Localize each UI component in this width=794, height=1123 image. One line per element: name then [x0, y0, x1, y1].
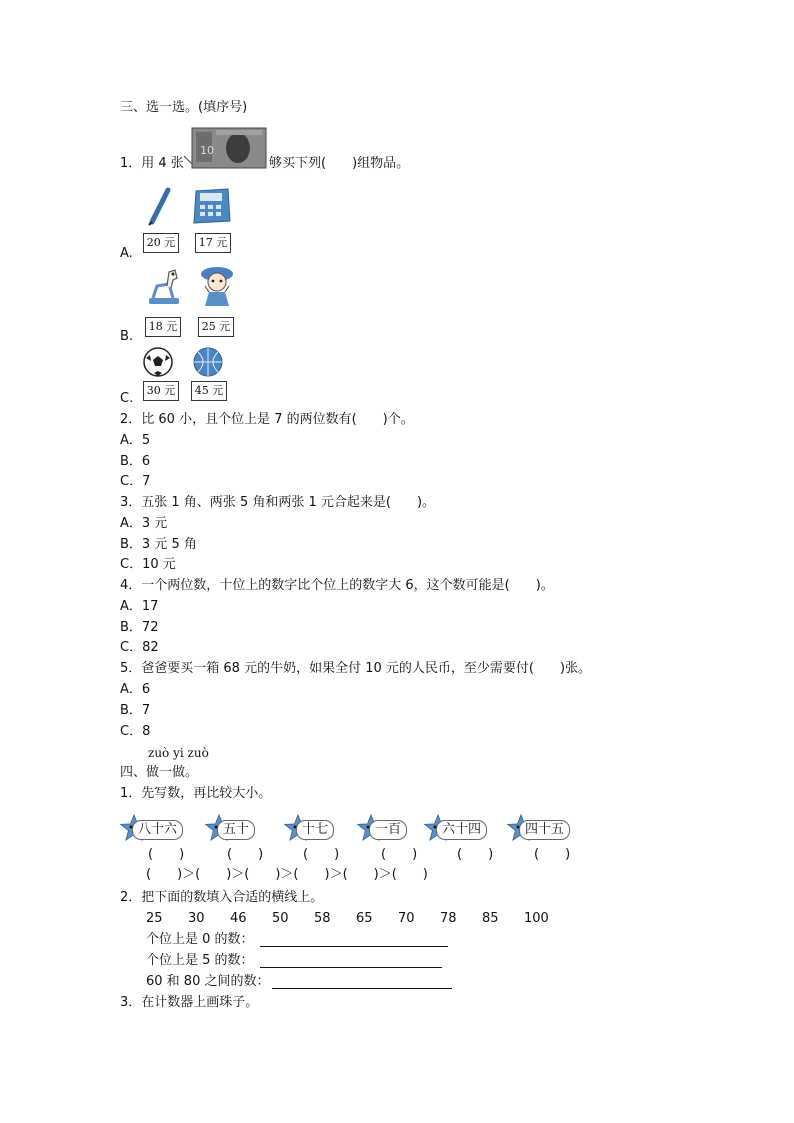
q3-option-c: C．10 元 — [120, 557, 176, 572]
basketball-icon — [192, 346, 224, 378]
option-c-price-1: 30 元 — [143, 381, 179, 401]
calculator-icon — [192, 187, 232, 225]
q1-option-c-letter: C. — [120, 391, 134, 406]
q1-option-a-letter: A. — [120, 246, 133, 261]
answer-blank[interactable]: ( ) — [381, 847, 418, 862]
answer-blank[interactable]: ( ) — [457, 847, 494, 862]
q1-stem-post: 够买下列( )组物品。 — [269, 156, 410, 171]
answer-blank[interactable]: ( ) — [227, 847, 264, 862]
answer-blank[interactable]: ( ) — [534, 847, 571, 862]
compare-sequence: ( )＞( )＞( )＞( )＞( )＞( ) — [146, 867, 428, 882]
star-card-label: 四十五 — [519, 820, 570, 840]
number-item: 46 — [230, 911, 247, 926]
q5-stem: 5．爸爸要买一箱 68 元的牛奶，如果全付 10 元的人民币，至少需要付( )张。 — [120, 661, 592, 676]
star-card-label: 五十 — [217, 820, 255, 840]
star-card — [424, 814, 504, 844]
q2-stem: 2．比 60 小，且个位上是 7 的两位数有( )个。 — [120, 412, 414, 427]
q2-option-c: C．7 — [120, 474, 151, 489]
star-card — [120, 814, 200, 844]
answer-line-1[interactable] — [260, 946, 448, 947]
s4-q2-stem: 2．把下面的数填入合适的横线上。 — [120, 890, 324, 905]
number-item: 85 — [482, 911, 499, 926]
banknote-10-yuan-icon — [182, 126, 268, 170]
star-card-label: 八十六 — [132, 820, 183, 840]
q4-option-c: C．82 — [120, 640, 159, 655]
q4-option-b: B．72 — [120, 620, 159, 635]
q5-option-b: B．7 — [120, 703, 151, 718]
q4-stem: 4．一个两位数，十位上的数字比个位上的数字大 6，这个数可能是( )。 — [120, 578, 554, 593]
q5-option-a: A．6 — [120, 682, 151, 697]
number-item: 50 — [272, 911, 289, 926]
fill-line-label-1: 个位上是 0 的数： — [146, 932, 254, 947]
q2-option-a: A．5 — [120, 433, 151, 448]
q5-option-c: C．8 — [120, 724, 151, 739]
toy-horse-icon — [143, 266, 183, 308]
q2-option-b: B．6 — [120, 454, 151, 469]
q3-option-a: A．3 元 — [120, 516, 168, 531]
answer-blank[interactable]: ( ) — [303, 847, 340, 862]
option-c-price-2: 45 元 — [191, 381, 227, 401]
number-item: 25 — [146, 911, 163, 926]
option-b-price-2: 25 元 — [198, 317, 234, 337]
number-list — [146, 911, 566, 927]
section-3-title: 三、选一选。(填序号) — [120, 100, 248, 115]
star-card-label: 十七 — [296, 820, 334, 840]
doll-icon — [197, 264, 237, 310]
star-card — [507, 814, 587, 844]
s4-q1-stem: 1．先写数，再比较大小。 — [120, 786, 272, 801]
answer-line-2[interactable] — [260, 967, 442, 968]
answer-line-3[interactable] — [272, 988, 452, 989]
star-card-label: 六十四 — [436, 820, 487, 840]
fill-line-label-2: 个位上是 5 的数： — [146, 953, 254, 968]
q3-option-b: B．3 元 5 角 — [120, 537, 197, 552]
fill-line-label-3: 60 和 80 之间的数： — [146, 974, 270, 989]
section-4-title: 四、做一做。 — [120, 765, 199, 780]
q4-option-a: A．17 — [120, 599, 159, 614]
number-item: 78 — [440, 911, 457, 926]
star-card-label: 一百 — [369, 820, 407, 840]
number-item: 70 — [398, 911, 415, 926]
answer-blank[interactable]: ( ) — [148, 847, 185, 862]
option-a-price-2: 17 元 — [195, 233, 231, 253]
number-item: 58 — [314, 911, 331, 926]
option-b-price-1: 18 元 — [145, 317, 181, 337]
star-card — [284, 814, 364, 844]
s4-q3-stem: 3．在计数器上画珠子。 — [120, 995, 259, 1010]
number-item: 65 — [356, 911, 373, 926]
q1-option-b-letter: B. — [120, 329, 134, 344]
star-card — [205, 814, 285, 844]
soccer-ball-icon — [142, 346, 174, 378]
number-item: 30 — [188, 911, 205, 926]
pen-icon — [146, 186, 174, 226]
svg-text:10: 10 — [200, 144, 214, 157]
q3-stem: 3．五张 1 角、两张 5 角和两张 1 元合起来是( )。 — [120, 495, 436, 510]
option-a-price-1: 20 元 — [143, 233, 179, 253]
section-4-pinyin: zuò yi zuò — [148, 746, 209, 760]
number-item: 100 — [524, 911, 549, 926]
q1-stem-pre: 1．用 4 张 — [120, 156, 184, 171]
